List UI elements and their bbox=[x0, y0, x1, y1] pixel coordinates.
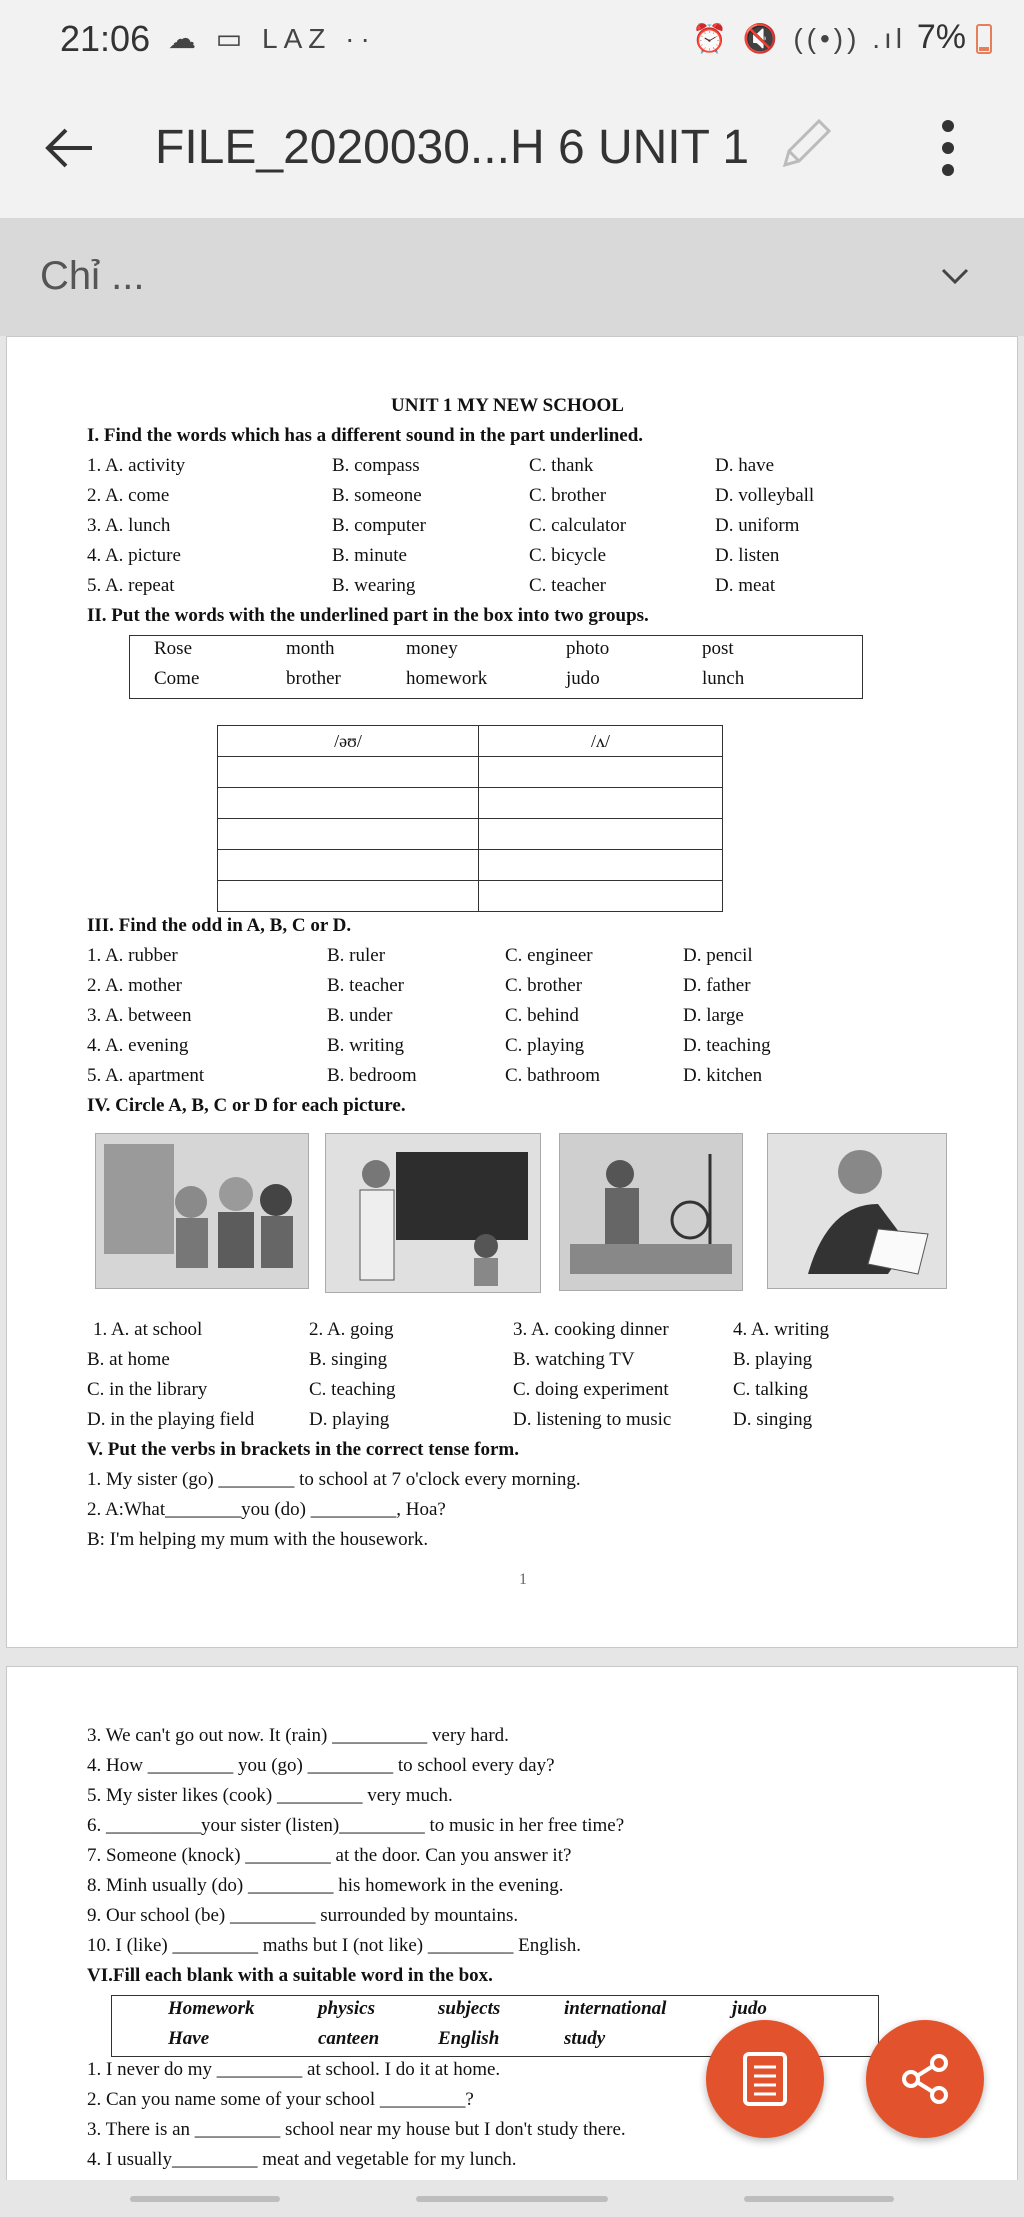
box-word: judo bbox=[732, 1998, 767, 2019]
notification-icons: ☁ ▭ LAZ ·· bbox=[168, 23, 376, 54]
list-item: D. kitchen bbox=[683, 1065, 763, 1086]
list-item: D. singing bbox=[733, 1409, 813, 1430]
exercise-line: 4. How _________ you (go) _________ to school every day? bbox=[87, 1755, 555, 1776]
list-item: B. teacher bbox=[327, 975, 405, 996]
nav-recents[interactable] bbox=[130, 2196, 280, 2202]
exercise-line: 2. Can you name some of your school _________? bbox=[87, 2089, 474, 2110]
box-word: judo bbox=[566, 668, 600, 689]
exercise-line: 6. __________your sister (listen)_________ to music in her free time? bbox=[87, 1815, 625, 1836]
system-icons: ⏰ 🔇 ((•)) .ıl bbox=[692, 23, 906, 54]
list-item: D. have bbox=[715, 455, 775, 476]
table-cell[interactable] bbox=[218, 788, 479, 819]
picture-boy-writing bbox=[767, 1133, 947, 1289]
share-icon bbox=[897, 2051, 953, 2107]
exercise-line: 5. My sister likes (cook) _________ very much. bbox=[87, 1785, 453, 1806]
doc-title: UNIT 1 MY NEW SCHOOL bbox=[391, 395, 624, 416]
box-word: Homework bbox=[168, 1998, 255, 2019]
box-word: post bbox=[702, 638, 734, 659]
list-item: C. playing bbox=[505, 1035, 585, 1056]
list-item: C. calculator bbox=[529, 515, 627, 536]
sound-groups-table bbox=[217, 725, 723, 912]
list-item: D. listening to music bbox=[513, 1409, 672, 1430]
list-item: 2. A. going bbox=[309, 1319, 394, 1340]
list-item: 2. A. come bbox=[87, 485, 170, 506]
section-2-heading: II. Put the words with the underlined part in the box into two groups. bbox=[87, 605, 649, 626]
list-item: D. in the playing field bbox=[87, 1409, 255, 1430]
list-item: D. listen bbox=[715, 545, 780, 566]
box-word: month bbox=[286, 638, 335, 659]
exercise-line: 1. My sister (go) ________ to school at 7 o'clock every morning. bbox=[87, 1469, 581, 1490]
list-item: B. minute bbox=[332, 545, 407, 566]
word-box bbox=[129, 635, 863, 699]
list-item: D. large bbox=[683, 1005, 744, 1026]
list-item: C. in the library bbox=[87, 1379, 208, 1400]
share-button[interactable] bbox=[866, 2020, 984, 2138]
box-word: physics bbox=[318, 1998, 375, 2019]
list-item: C. brother bbox=[505, 975, 583, 996]
picture-teacher-board bbox=[325, 1133, 541, 1293]
back-arrow-icon[interactable] bbox=[40, 118, 100, 178]
section-6-heading: VI.Fill each blank with a suitable word in the box. bbox=[87, 1965, 493, 1986]
list-item: B. wearing bbox=[332, 575, 416, 596]
exercise-line: 7. Someone (knock) _________ at the door. Can you answer it? bbox=[87, 1845, 572, 1866]
list-item: 3. A. lunch bbox=[87, 515, 171, 536]
list-item: 4. A. evening bbox=[87, 1035, 189, 1056]
list-item: 4. A. writing bbox=[733, 1319, 830, 1340]
chevron-down-icon[interactable] bbox=[940, 266, 970, 286]
document-icon bbox=[742, 2051, 788, 2107]
list-item: 4. A. picture bbox=[87, 545, 181, 566]
list-item: B. singing bbox=[309, 1349, 388, 1370]
list-item: D. pencil bbox=[683, 945, 753, 966]
list-item: C. doing experiment bbox=[513, 1379, 669, 1400]
more-options-icon[interactable] bbox=[930, 120, 966, 180]
list-item: C. teacher bbox=[529, 575, 607, 596]
list-item: 2. A. mother bbox=[87, 975, 182, 996]
list-item: B. compass bbox=[332, 455, 420, 476]
section-label: Chỉ ... bbox=[40, 254, 145, 298]
picture-experiment bbox=[559, 1133, 743, 1291]
section-4-heading: IV. Circle A, B, C or D for each picture. bbox=[87, 1095, 406, 1116]
section-5-heading: V. Put the verbs in brackets in the correct tense form. bbox=[87, 1439, 519, 1460]
exercise-line: B: I'm helping my mum with the housework. bbox=[87, 1529, 429, 1550]
list-item: D. playing bbox=[309, 1409, 390, 1430]
list-item: C. bicycle bbox=[529, 545, 607, 566]
list-item: D. meat bbox=[715, 575, 776, 596]
document-page-2 bbox=[6, 1666, 1018, 2186]
box-word: homework bbox=[406, 668, 488, 689]
status-bar bbox=[0, 0, 1024, 80]
section-1-heading: I. Find the words which has a different sound in the part underlined. bbox=[87, 425, 644, 446]
box-word: Come bbox=[154, 668, 200, 689]
exercise-line: 10. I (like) _________ maths but I (not like) _________ English. bbox=[87, 1935, 581, 1956]
box-word: study bbox=[564, 2028, 606, 2049]
system-nav-bar bbox=[0, 2180, 1024, 2217]
table-cell[interactable] bbox=[479, 757, 723, 788]
list-item: D. father bbox=[683, 975, 751, 996]
list-item: C. behind bbox=[505, 1005, 579, 1026]
list-item: B. someone bbox=[332, 485, 422, 506]
box-word: money bbox=[406, 638, 458, 659]
list-item: B. watching TV bbox=[513, 1349, 635, 1370]
box-word: subjects bbox=[438, 1998, 501, 2019]
picture-library-kids bbox=[95, 1133, 309, 1289]
table-cell[interactable] bbox=[479, 881, 723, 912]
table-cell[interactable] bbox=[218, 819, 479, 850]
list-item: B. ruler bbox=[327, 945, 386, 966]
column-header: /əʊ/ bbox=[218, 726, 479, 757]
table-cell[interactable] bbox=[479, 850, 723, 881]
document-view-button[interactable] bbox=[706, 2020, 824, 2138]
box-word: English bbox=[438, 2028, 500, 2049]
list-item: D. uniform bbox=[715, 515, 800, 536]
file-title: FILE_2020030...H 6 UNIT 1 bbox=[155, 121, 750, 174]
status-time: 21:06 bbox=[60, 18, 151, 59]
list-item: C. brother bbox=[529, 485, 607, 506]
box-word: Rose bbox=[154, 638, 192, 659]
exercise-line: 1. I never do my _________ at school. I do it at home. bbox=[87, 2059, 501, 2080]
table-cell[interactable] bbox=[218, 757, 479, 788]
list-item: C. bathroom bbox=[505, 1065, 600, 1086]
list-item: B. playing bbox=[733, 1349, 813, 1370]
page-number: 1 bbox=[519, 1571, 527, 1588]
exercise-line: 9. Our school (be) _________ surrounded by mountains. bbox=[87, 1905, 519, 1926]
box-word: brother bbox=[286, 668, 341, 689]
exercise-line: 2. A:What________you (do) _________, Hoa? bbox=[87, 1499, 446, 1520]
section-selector[interactable] bbox=[0, 218, 1024, 336]
nav-home[interactable] bbox=[416, 2196, 608, 2202]
table-cell[interactable] bbox=[218, 850, 479, 881]
list-item: B. writing bbox=[327, 1035, 405, 1056]
list-item: 5. A. apartment bbox=[87, 1065, 205, 1086]
exercise-line: 3. There is an _________ school near my house but I don't study there. bbox=[87, 2119, 626, 2140]
table-cell[interactable] bbox=[479, 788, 723, 819]
nav-back[interactable] bbox=[744, 2196, 894, 2202]
box-word: Have bbox=[168, 2028, 210, 2049]
column-header: /ʌ/ bbox=[479, 726, 723, 757]
exercise-line: 4. I usually_________ meat and vegetable for my lunch. bbox=[87, 2149, 517, 2170]
table-cell[interactable] bbox=[218, 881, 479, 912]
list-item: 1. A. activity bbox=[87, 455, 186, 476]
table-cell[interactable] bbox=[479, 819, 723, 850]
document-page-1 bbox=[6, 336, 1018, 1648]
exercise-line: 8. Minh usually (do) _________ his homework in the evening. bbox=[87, 1875, 564, 1896]
list-item: 1. A. at school bbox=[93, 1319, 203, 1340]
list-item: 1. A. rubber bbox=[87, 945, 178, 966]
list-item: C. teaching bbox=[309, 1379, 396, 1400]
list-item: B. under bbox=[327, 1005, 393, 1026]
section-3-heading: III. Find the odd in A, B, C or D. bbox=[87, 915, 352, 936]
exercise-line: 3. We can't go out now. It (rain) __________ very hard. bbox=[87, 1725, 509, 1746]
list-item: 3. A. cooking dinner bbox=[513, 1319, 669, 1340]
list-item: D. volleyball bbox=[715, 485, 815, 506]
edit-pencil-icon[interactable] bbox=[775, 115, 835, 175]
list-item: B. bedroom bbox=[327, 1065, 417, 1086]
list-item: 3. A. between bbox=[87, 1005, 192, 1026]
list-item: 5. A. repeat bbox=[87, 575, 175, 596]
list-item: B. computer bbox=[332, 515, 426, 536]
battery-percent: 7% bbox=[916, 18, 966, 56]
app-bar bbox=[0, 80, 1024, 218]
list-item: C. talking bbox=[733, 1379, 808, 1400]
list-item: D. teaching bbox=[683, 1035, 771, 1056]
box-word: international bbox=[564, 1998, 667, 2019]
list-item: C. engineer bbox=[505, 945, 593, 966]
box-word: lunch bbox=[702, 668, 745, 689]
list-item: C. thank bbox=[529, 455, 594, 476]
list-item: B. at home bbox=[87, 1349, 170, 1370]
box-word: photo bbox=[566, 638, 610, 659]
box-word: canteen bbox=[318, 2028, 380, 2049]
battery-icon bbox=[976, 24, 992, 54]
